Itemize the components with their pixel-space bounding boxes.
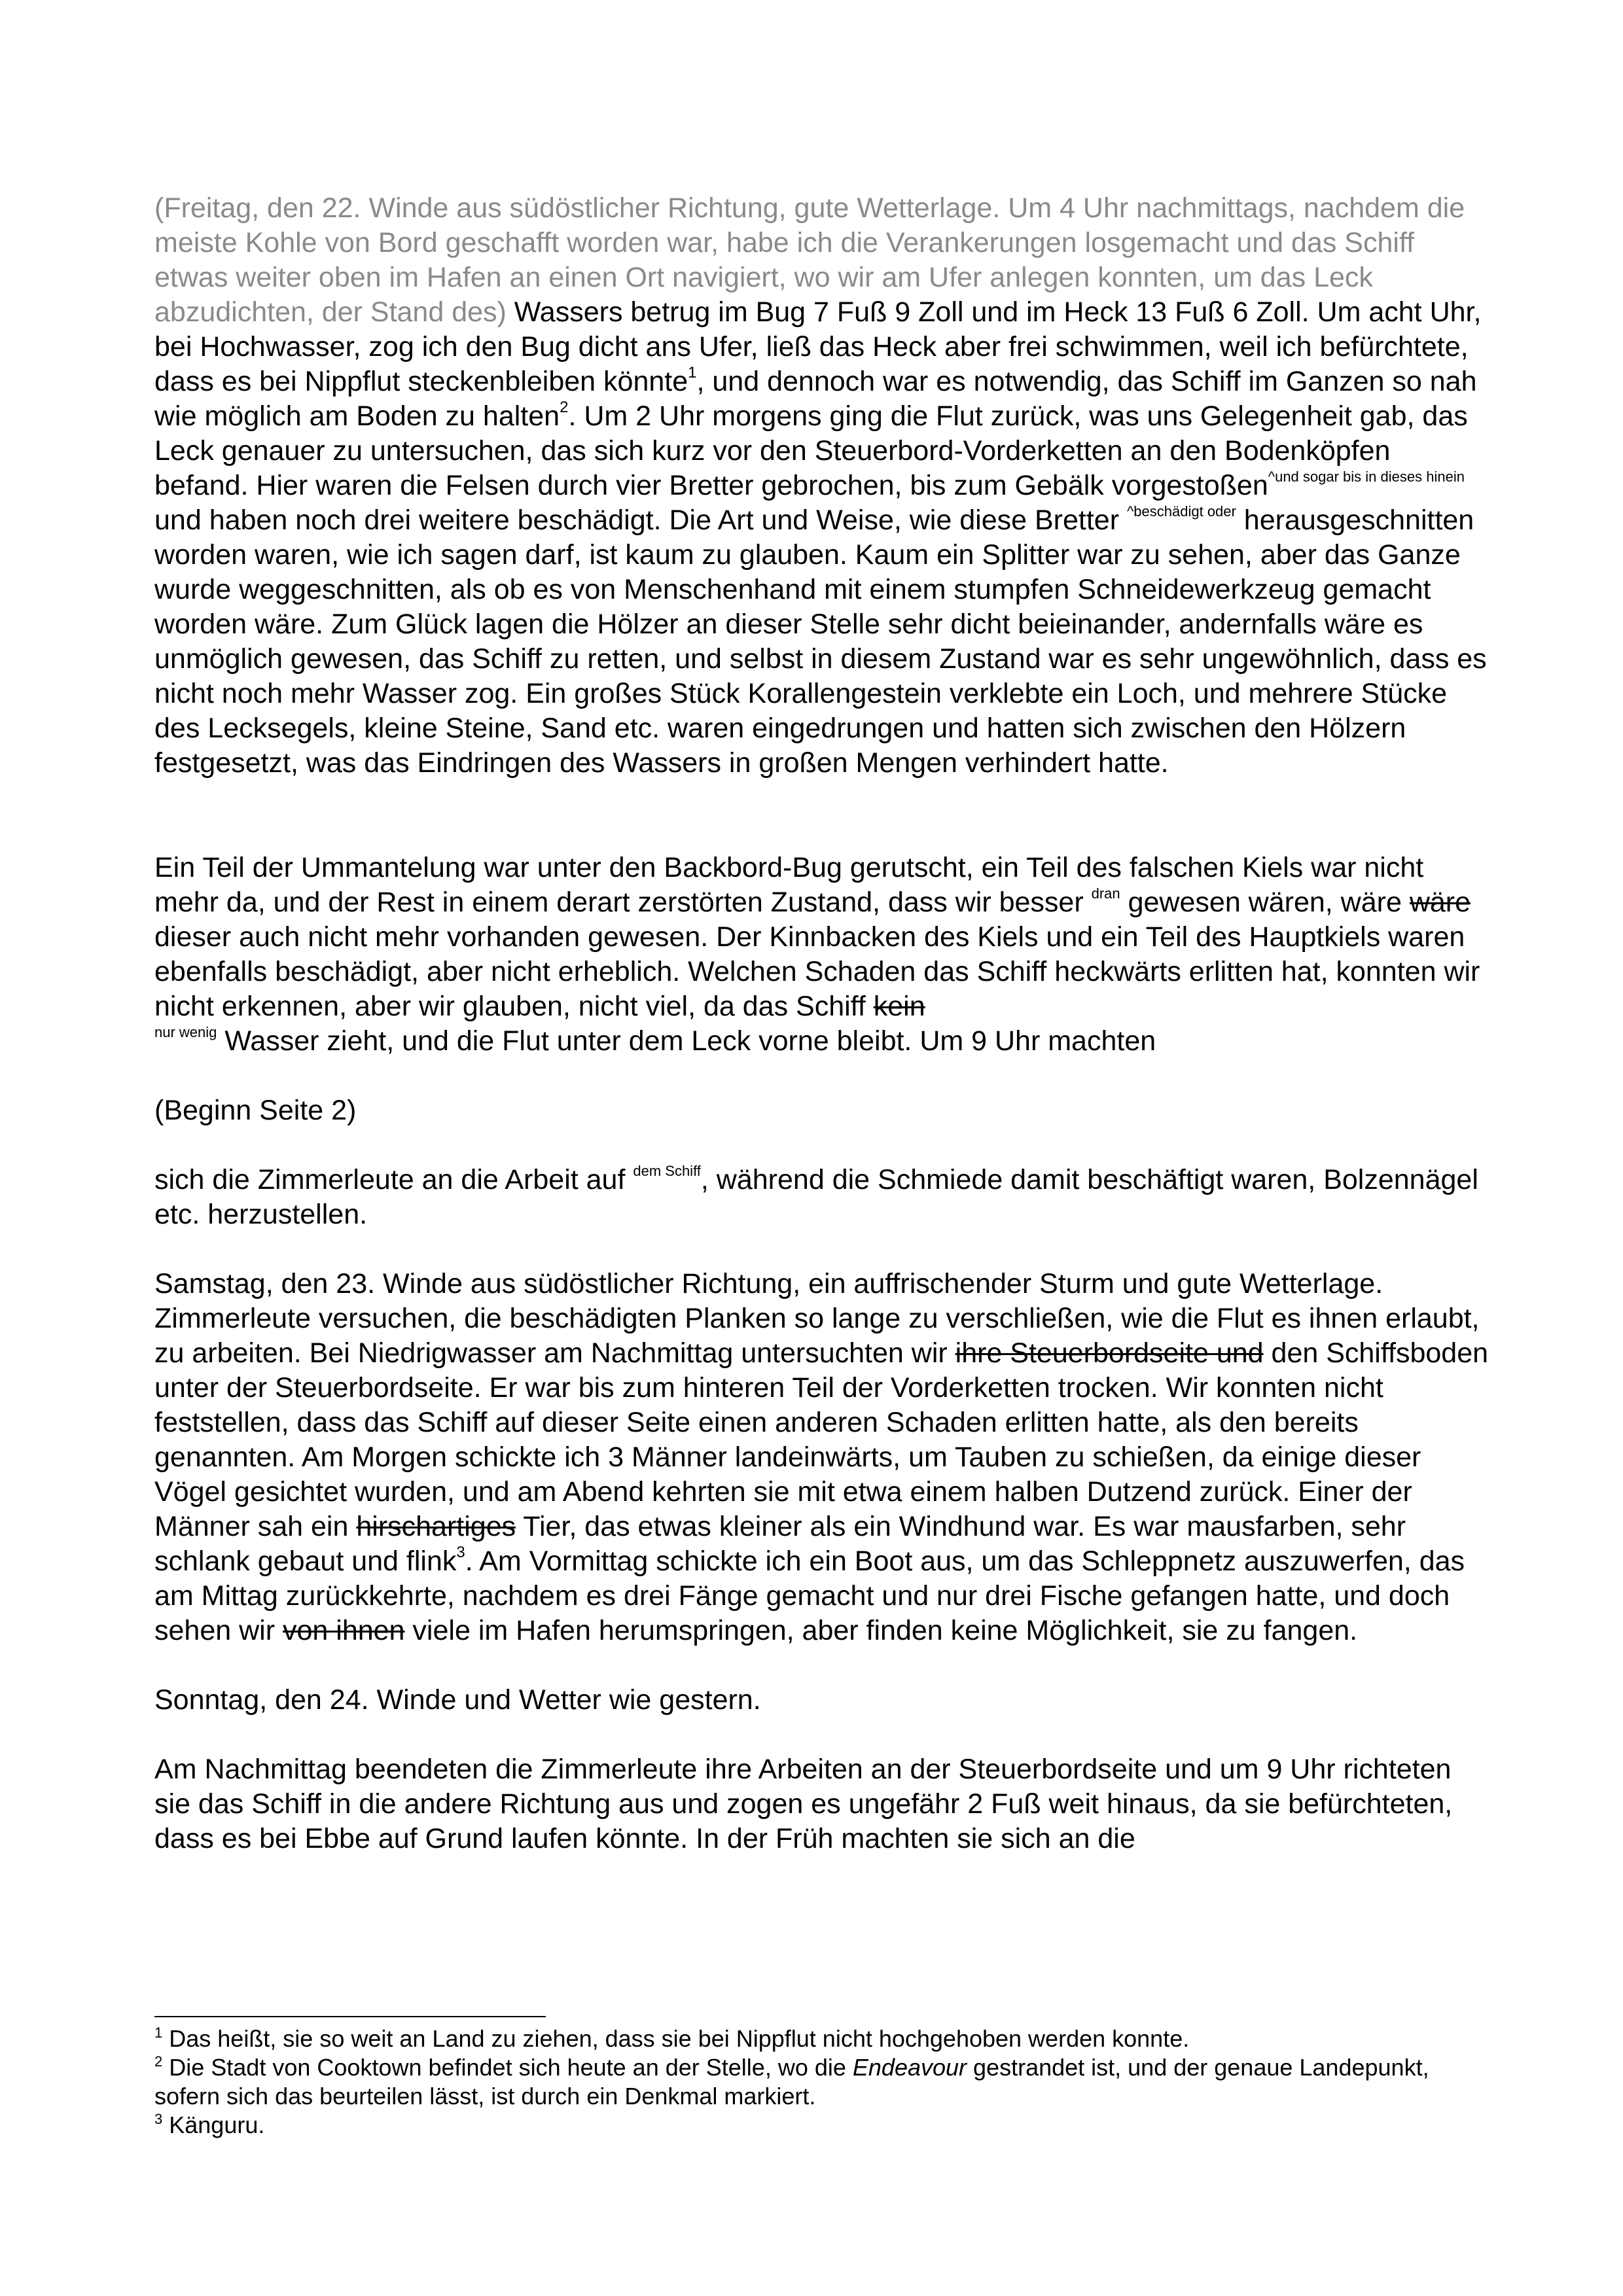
footnote-ref-3: 3 (456, 1544, 465, 1561)
document-body (154, 191, 1489, 1856)
footnote-2 (154, 2053, 1489, 2111)
paragraph-gap (154, 1059, 1489, 1093)
paragraph-friday (154, 191, 1489, 781)
insertion-note: ^beschädigt oder (1126, 503, 1236, 520)
footnote-ref-1: 1 (688, 364, 697, 381)
footnote-text: gestrandet ist, und der genaue Landepunkt, sofern sich das beurteilen lässt, ist durch ein Denkmal markiert. (154, 2054, 1429, 2110)
text-run: . Um 2 Uhr morgens ging die Flut zurück, was uns Gelegenheit gab, das Leck genauer zu untersuchen, das sich kurz vor den Steuerbord-Vorderketten an den Bodenköpfen befand. Hier waren die Felsen durch vier Bretter gebrochen, bis zum Gebälk vorgestoßen (154, 400, 1468, 501)
footnote-text: Das heißt, sie so weit an Land zu ziehen, dass sie bei Nippflut nicht hochgehoben werden konnte. (162, 2025, 1190, 2052)
text-run: gewesen wären, wäre (1120, 887, 1410, 918)
gray-reconstructed-text: (Freitag, den 22. Winde aus südöstlicher Richtung, gute Wetterlage. Um 4 Uhr nachmittags, nachdem die meiste Kohle von Bord geschafft worden war, habe ich die Verankerungen losgemacht und das Schiff etwas weiter oben im Hafen an einen Ort navigiert, wo wir am Ufer anlegen konnten, um das Leck abzudichten, der Stand des) (154, 192, 1465, 328)
text-run: , während die Schmiede damit beschäftigt waren, Bolzennägel etc. herzustellen. (154, 1164, 1478, 1230)
footnote-separator (154, 2016, 546, 2017)
paragraph-gap (154, 1648, 1489, 1683)
paragraph-gap (154, 1128, 1489, 1163)
text-run: , und dennoch war es notwendig, das Schiff im Ganzen so nah wie möglich am Boden zu halten (154, 366, 1477, 432)
insertion-note: nur wenig (154, 1024, 217, 1040)
paragraph-damage (154, 851, 1489, 1059)
text-run: Wassers betrug im Bug 7 Fuß 9 Zoll und im Heck 13 Fuß 6 Zoll. Um acht Uhr, bei Hochwasser, zog ich den Bug dicht ans Ufer, ließ das Heck aber frei schwimmen, weil ich befürchtete, dass es bei Nippflut steckenbleiben könnte (154, 296, 1482, 397)
insertion-note: ^und sogar bis in dieses hinein (1268, 468, 1465, 485)
text-run: herausgeschnitten worden waren, wie ich sagen darf, ist kaum zu glauben. Kaum ein Splitter war zu sehen, aber das Ganze wurde weggeschnitten, als ob es von Menschenhand mit einem stumpfen Schneidewerkzeug gemacht worden wäre. Zum Glück lagen die Hölzer an dieser Stelle sehr dicht beieinander, andernfalls wäre es unmöglich gewesen, das Schiff zu retten, und selbst in diesem Zustand war es sehr ungewöhnlich, dass es nicht noch mehr Wasser zog. Ein großes Stück Korallengestein verklebte ein Loch, und mehrere Stücke des Lecksegels, kleine Steine, Sand etc. waren eingedrungen und hatten sich zwischen den Hölzern festgesetzt, was das Eindringen des Wassers in großen Mengen verhindert hatte. (154, 504, 1487, 779)
paragraph-gap (154, 781, 1489, 851)
paragraph-gap (154, 1718, 1489, 1752)
text-run: . Am Vormittag schickte ich ein Boot aus, um das Schleppnetz auszuwerfen, das am Mittag zurückkehrte, nachdem es drei Fänge gemacht und nur drei Fische gefangen hatte, und doch sehen wir (154, 1545, 1465, 1646)
ship-name: Endeavour (852, 2054, 967, 2081)
footnote-number: 3 (154, 2111, 163, 2127)
struck-phrase: ihre Steuerbordseite und (955, 1337, 1264, 1369)
paragraph-gap (154, 1232, 1489, 1267)
footnote-number: 1 (154, 2024, 163, 2041)
footnote-text: Känguru. (162, 2111, 265, 2138)
paragraph-sunday: Sonntag, den 24. Winde und Wetter wie gestern. (154, 1684, 761, 1716)
text-run: Tier, das etwas kleiner als ein Windhund war. Es war mausfarben, sehr schlank gebaut und flink (154, 1511, 1406, 1577)
paragraph-saturday (154, 1267, 1489, 1648)
text-run: und haben noch drei weitere beschädigt. Die Art und Weise, wie diese Bretter (154, 504, 1127, 536)
text-run: Ein Teil der Ummantelung war unter den Backbord-Bug gerutscht, ein Teil des falschen Kiels war nicht mehr da, und der Rest in einem derart zerstörten Zustand, dass wir besser (154, 852, 1424, 918)
text-run: sich die Zimmerleute an die Arbeit auf (154, 1164, 633, 1195)
text-run: dieser auch nicht mehr vorhanden gewesen. Der Kinnbacken des Kiels und ein Teil des Hauptkiels waren ebenfalls beschädigt, aber nicht erheblich. Welchen Schaden das Schiff heckwärts erlitten hat, konnten wir nicht erkennen, aber wir glauben, nicht viel, da das Schiff (154, 921, 1480, 1022)
page-marker: (Beginn Seite 2) (154, 1095, 357, 1126)
insertion-note: dran (1091, 885, 1120, 902)
struck-word: wäre (1409, 887, 1471, 918)
footnote-1 (154, 2024, 1489, 2053)
footnote-3 (154, 2111, 1489, 2140)
footnote-number: 2 (154, 2053, 163, 2070)
text-run: den Schiffsboden unter der Steuerbordseite. Er war bis zum hinteren Teil der Vorderketten trocken. Wir konnten nicht feststellen, dass das Schiff auf dieser Seite einen anderen Schaden erlitten hatte, als den bereits genannten. Am Morgen schickte ich 3 Männer landeinwärts, um Tauben zu schießen, da einige dieser Vögel gesichtet wurden, und am Abend kehrten sie mit etwa einem halben Dutzend zurück. Einer der Männer sah ein (154, 1337, 1489, 1542)
insertion-note: dem Schiff (633, 1163, 701, 1179)
paragraph-carpenters (154, 1163, 1489, 1232)
footnote-text: Die Stadt von Cooktown befindet sich heute an der Stelle, wo die (162, 2054, 853, 2081)
paragraph-afternoon: Am Nachmittag beendeten die Zimmerleute ihre Arbeiten an der Steuerbordseite und um 9 Uhr richteten sie das Schiff in die andere Richtung aus und zogen es ungefähr 2 Fuß weit hinaus, da sie befürchteten, dass es bei Ebbe auf Grund laufen könnte. In der Früh machten sie sich an die (154, 1754, 1453, 1854)
text-run: Samstag, den 23. Winde aus südöstlicher Richtung, ein auffrischender Sturm und gute Wetterlage. Zimmerleute versuchen, die beschädigten Planken so lange zu verschließen, wie die Flut es ihnen erlaubt, zu arbeiten. Bei Niedrigwasser am Nachmittag untersuchten wir (154, 1268, 1480, 1369)
struck-phrase: von ihnen (282, 1615, 405, 1646)
footnotes (154, 2024, 1489, 2140)
footnote-ref-2: 2 (560, 398, 569, 416)
text-run: viele im Hafen herumspringen, aber finden keine Möglichkeit, sie zu fangen. (404, 1615, 1358, 1646)
text-run: Wasser zieht, und die Flut unter dem Leck vorne bleibt. Um 9 Uhr machten (217, 1025, 1156, 1057)
struck-word: hirschartiges (356, 1511, 516, 1542)
struck-word: kein (873, 991, 925, 1022)
